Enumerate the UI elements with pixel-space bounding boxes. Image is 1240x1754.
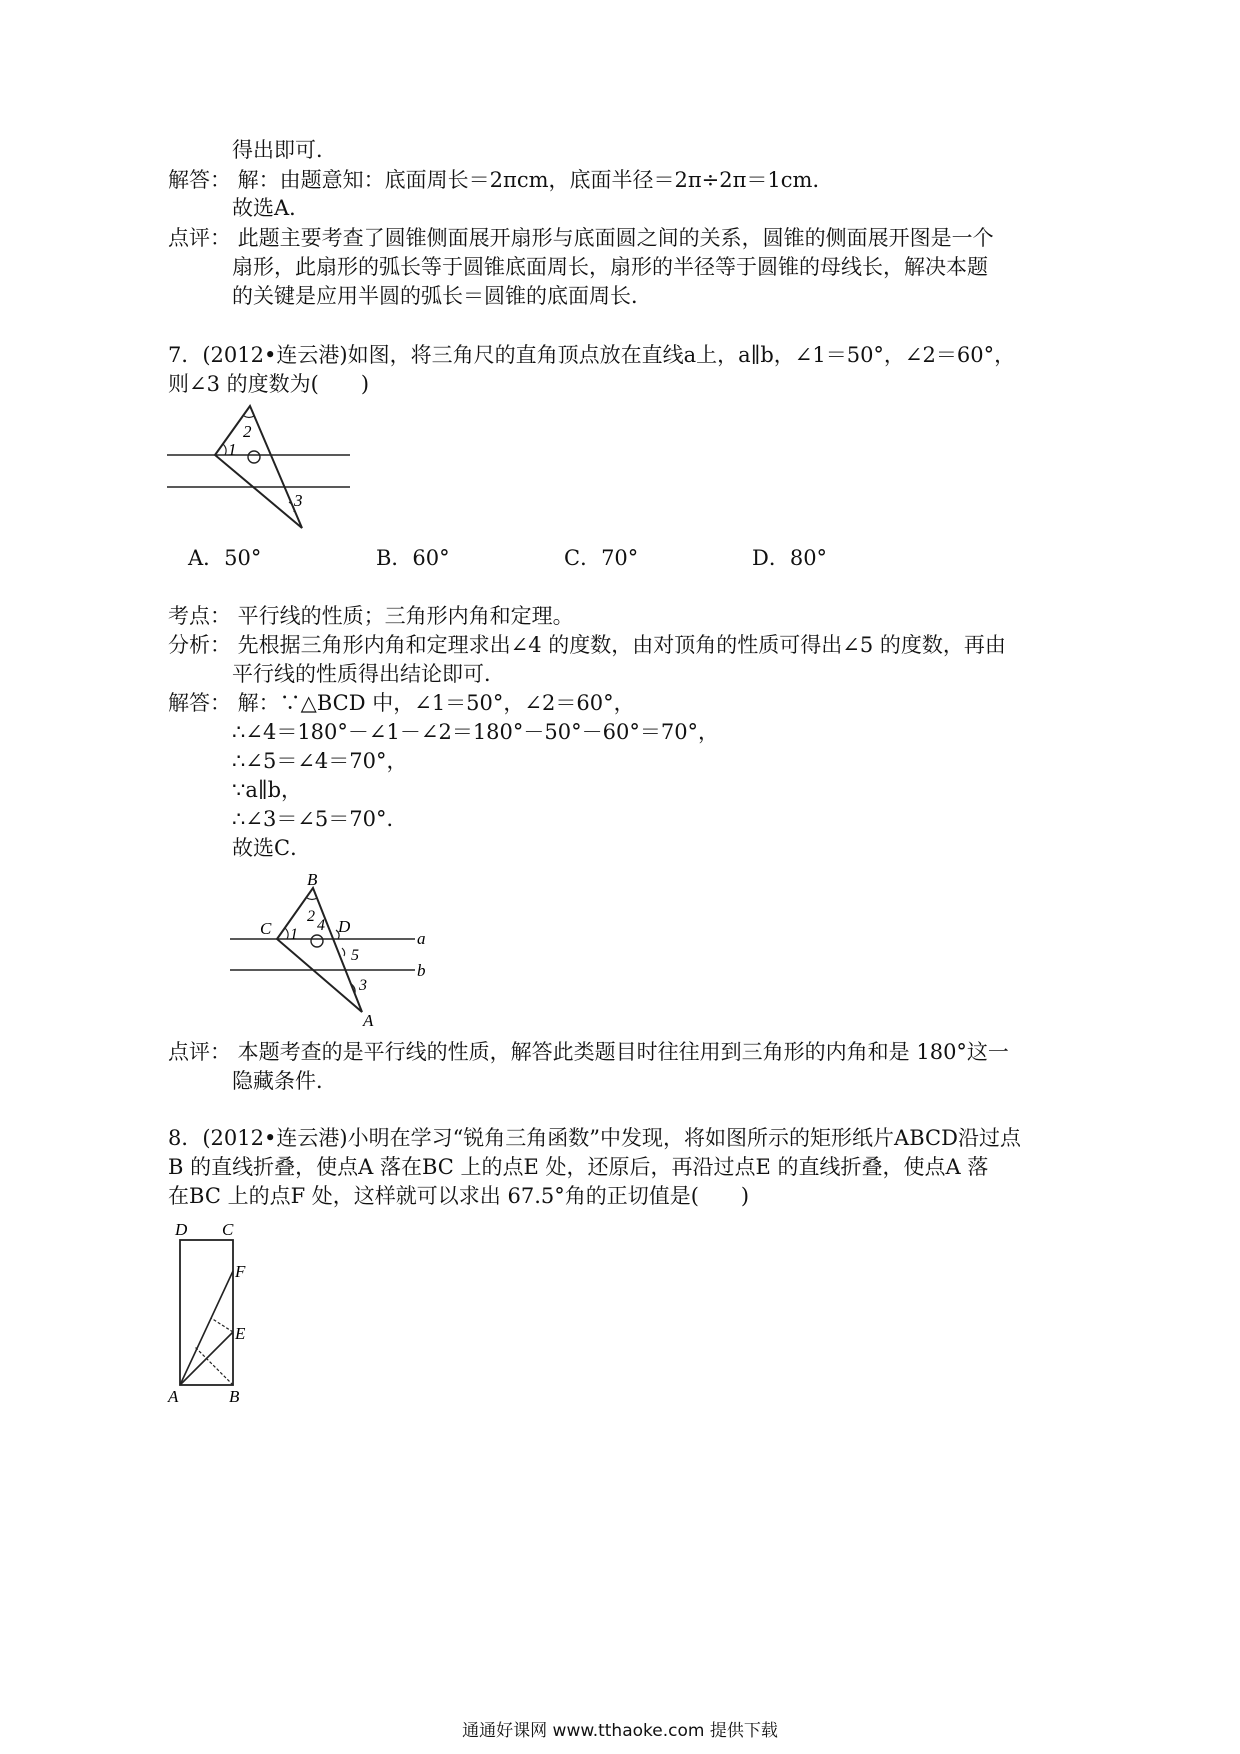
prev-comment-line: 的关键是应用半圆的弧长＝圆锥的底面周长． <box>232 284 652 308</box>
q7-solution-figure <box>225 866 440 1031</box>
q8-stem-line: 8．(2012•连云港)小明在学习“锐角三角函数”中发现，将如图所示的矩形纸片ABCD沿过点 <box>168 1126 1021 1150</box>
q8-stem-line: 在BC 上的点F 处，这样就可以求出 67.5°角的正切值是( ) <box>168 1184 750 1208</box>
q7-angle2-label: 2 <box>243 422 252 441</box>
q7-figure <box>165 400 360 535</box>
q8-label-a: A <box>168 1387 179 1406</box>
q7-analysis-line: 分析： 先根据三角形内角和定理求出∠4 的度数，由对顶角的性质可得出∠5 的度数，再由 <box>168 633 1006 657</box>
prev-text-line: 得出即可． <box>232 138 337 162</box>
q8-label-d: D <box>175 1220 188 1239</box>
q7-solution-line: ∴∠3＝∠5＝70°． <box>232 807 408 831</box>
q8-label-b: B <box>229 1387 240 1406</box>
q7-analysis-line: 平行线的性质得出结论即可． <box>232 662 505 686</box>
fig2-angle3-label: 3 <box>359 977 367 994</box>
fig2-line-b-label: b <box>417 961 426 980</box>
q8-label-f: F <box>235 1262 246 1281</box>
q7-stem-line: 则∠3 的度数为( ) <box>168 372 370 396</box>
fig2-label-a: A <box>363 1011 374 1030</box>
fig2-angle4-label: 4 <box>317 917 325 934</box>
q8-figure <box>165 1214 265 1409</box>
q7-solution-line: ∴∠4＝180°－∠1－∠2＝180°－50°－60°＝70°， <box>232 720 720 744</box>
page-footer: 通通好课网 www.tthaoke.com 提供下载 <box>462 1721 778 1741</box>
q7-solution-line: ∵a∥b， <box>232 778 303 802</box>
q7-comment-line: 隐藏条件． <box>232 1069 337 1093</box>
q7-option-b: B．60° <box>376 546 450 570</box>
fig2-label-b: B <box>307 870 318 889</box>
q7-stem-line: 7．(2012•连云港)如图，将三角尺的直角顶点放在直线a上，a∥b，∠1＝50°，∠2＝60°， <box>168 343 1016 367</box>
q8-label-e: E <box>235 1324 246 1343</box>
q7-comment-line: 点评： 本题考查的是平行线的性质，解答此类题目时往往用到三角形的内角和是 180°这一 <box>168 1040 1009 1064</box>
q7-kaodian: 考点： 平行线的性质；三角形内角和定理。 <box>168 604 574 628</box>
q7-angle3-label: 3 <box>294 491 303 510</box>
q7-solution-line: 解答： 解：∵△BCD 中，∠1＝50°，∠2＝60°， <box>168 691 635 715</box>
fig2-label-d: D <box>338 917 351 936</box>
fig2-label-c: C <box>260 919 272 938</box>
fig2-line-a-label: a <box>417 929 426 948</box>
q7-solution-line: 故选C． <box>232 836 312 860</box>
q7-solution-line: ∴∠5＝∠4＝70°， <box>232 749 408 773</box>
q7-angle1-label: 1 <box>228 440 237 459</box>
fig2-angle2-label: 2 <box>307 908 315 925</box>
q8-label-c: C <box>222 1220 234 1239</box>
q7-option-a: A．50° <box>188 546 262 570</box>
q7-option-d: D．80° <box>752 546 828 570</box>
prev-comment-line: 点评： 此题主要考查了圆锥侧面展开扇形与底面圆之间的关系，圆锥的侧面展开图是一个 <box>168 226 994 250</box>
prev-answer-line: 故选A． <box>232 196 311 220</box>
prev-comment-line: 扇形，此扇形的弧长等于圆锥底面周长，扇形的半径等于圆锥的母线长，解决本题 <box>232 255 988 279</box>
prev-answer-line: 解答： 解：由题意知：底面周长＝2πcm，底面半径＝2π÷2π＝1cm． <box>168 168 834 192</box>
fig2-angle1-label: 1 <box>290 926 298 943</box>
q8-stem-line: B 的直线折叠，使点A 落在BC 上的点E 处，还原后，再沿过点E 的直线折叠，使点A 落 <box>168 1155 989 1179</box>
fig2-angle5-label: 5 <box>351 947 359 964</box>
q7-option-c: C．70° <box>564 546 639 570</box>
